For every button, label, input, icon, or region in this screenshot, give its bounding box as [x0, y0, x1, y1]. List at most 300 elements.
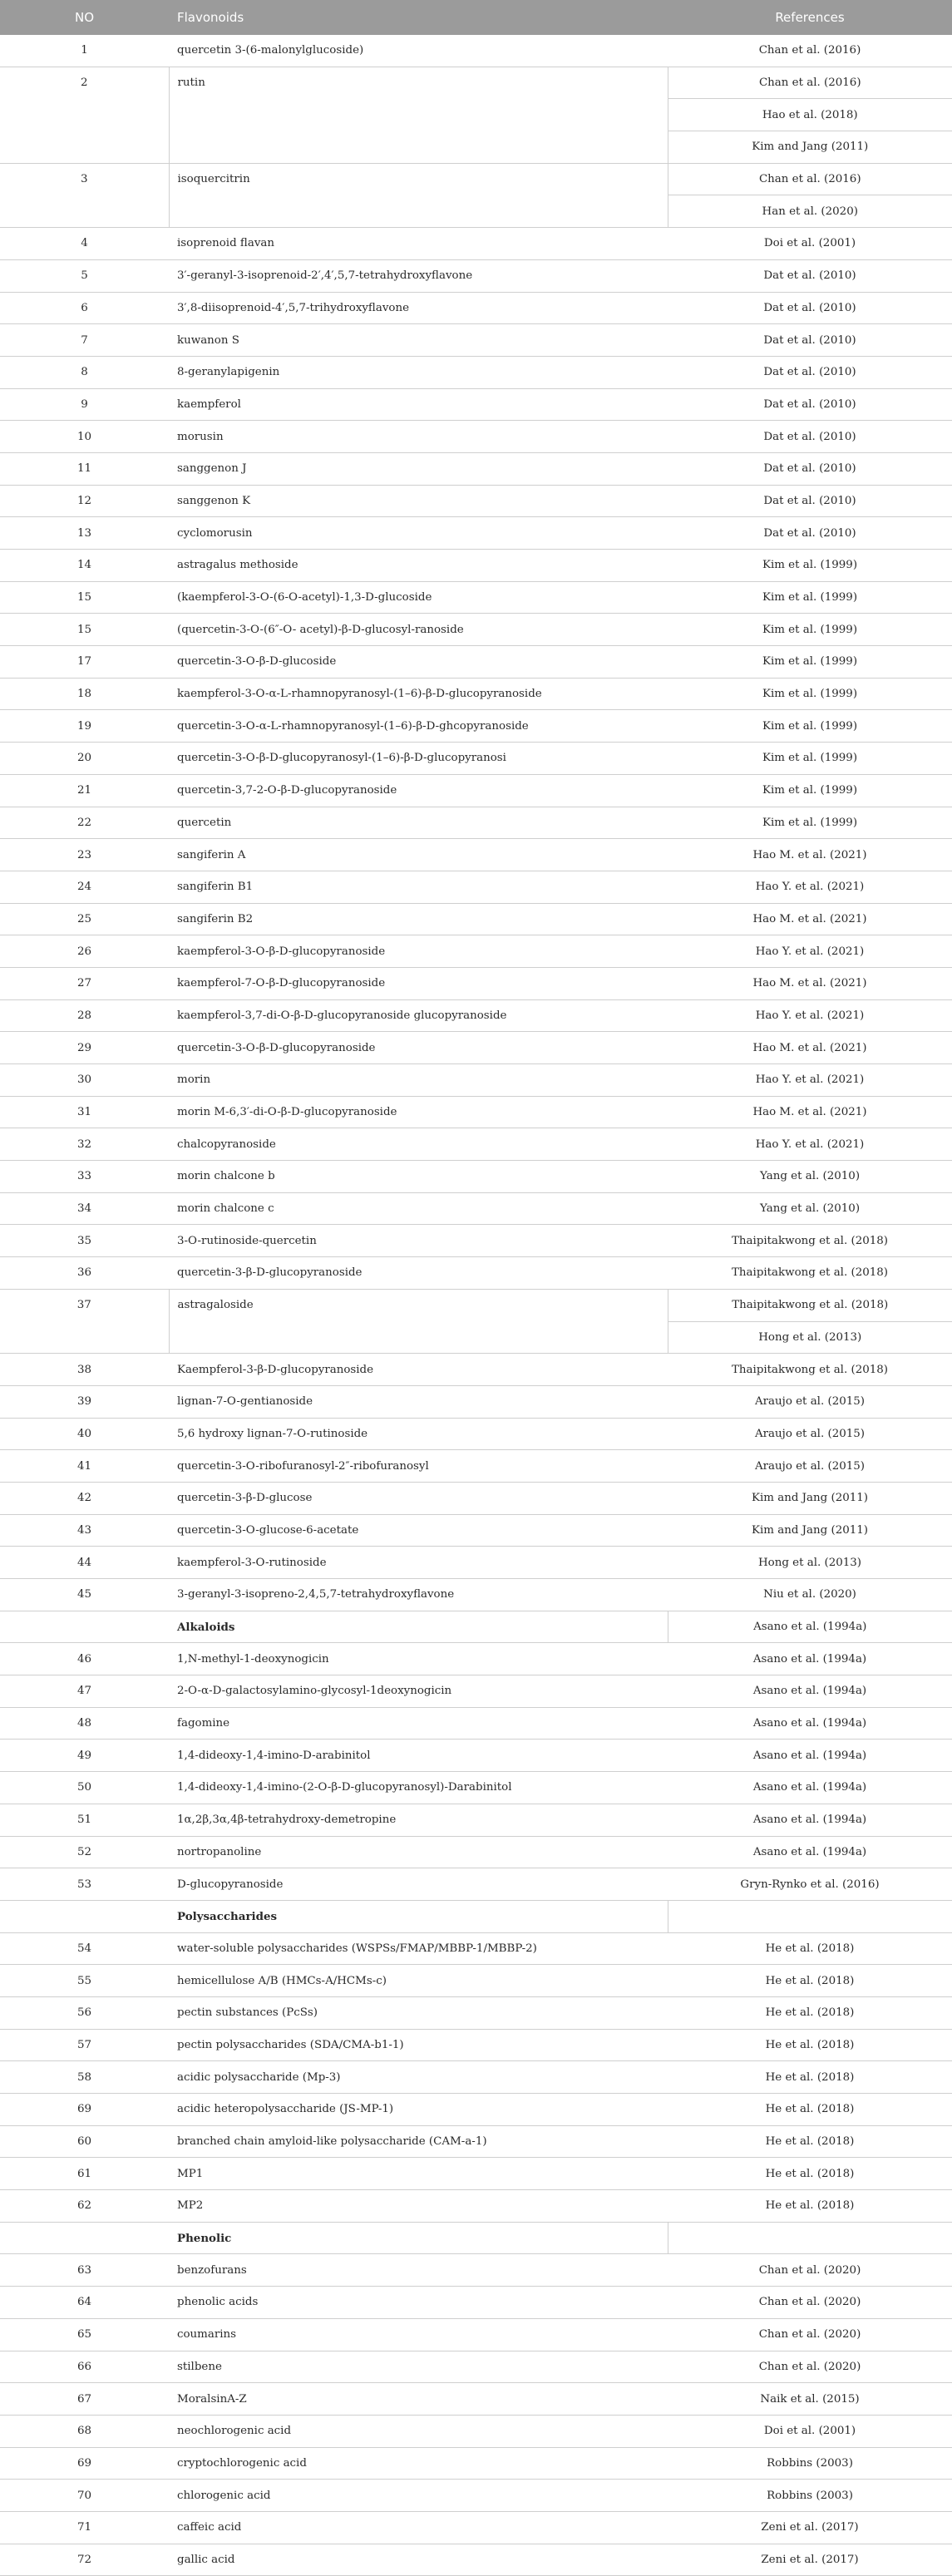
- table-row: [0, 1064, 952, 1097]
- cell-reference: Dat et al. (2010): [668, 421, 952, 453]
- table-row: [0, 1354, 952, 1386]
- table-row: [0, 35, 952, 67]
- cell-no: 69: [0, 2447, 169, 2480]
- cell-reference: Hao et al. (2018): [668, 99, 952, 131]
- cell-reference: Dat et al. (2010): [668, 259, 952, 292]
- cell-compound: isoprenoid flavan: [169, 228, 668, 260]
- cell-compound: sangiferin B2: [169, 903, 668, 935]
- cell-compound: water-soluble polysaccharides (WSPSs/FMAP/MBBP-1/MBBP-2): [169, 1932, 668, 1965]
- header-references: References: [668, 0, 952, 35]
- cell-compound: nortropanoline: [169, 1836, 668, 1868]
- table-row: [0, 1868, 952, 1901]
- table-row: [0, 807, 952, 839]
- cell-reference: Robbins (2003): [668, 2447, 952, 2480]
- cell-reference: He et al. (2018): [668, 2158, 952, 2190]
- cell-reference: Asano et al. (1994a): [668, 1740, 952, 1772]
- cell-compound: 2-O-α-D-galactosylamino-glycosyl-1deoxynogicin: [169, 1675, 668, 1708]
- cell-no: 60: [0, 2125, 169, 2158]
- cell-reference: Kim et al. (1999): [668, 774, 952, 807]
- cell-compound: chlorogenic acid: [169, 2480, 668, 2512]
- cell-reference: Chan et al. (2020): [668, 2351, 952, 2383]
- cell-no: 24: [0, 871, 169, 903]
- cell-compound: 3′-geranyl-3-isoprenoid-2′,4′,5,7-tetrahydroxyflavone: [169, 259, 668, 292]
- cell-reference: He et al. (2018): [668, 1996, 952, 2029]
- cell-no: 2: [80, 76, 88, 90]
- cell-no: 17: [0, 646, 169, 679]
- cell-reference: He et al. (2018): [668, 2094, 952, 2126]
- cell-compound: sangiferin B1: [169, 871, 668, 903]
- table-row: [0, 2254, 952, 2287]
- cell-reference: Hao Y. et al. (2021): [668, 1064, 952, 1097]
- table-row: [0, 99, 952, 131]
- cell-reference: He et al. (2018): [668, 1932, 952, 1965]
- cell-no: 71: [0, 2511, 169, 2544]
- cell-compound: kaempferol: [169, 388, 668, 421]
- cell-no: 52: [0, 1836, 169, 1868]
- cell-compound: 8-geranylapigenin: [169, 356, 668, 388]
- cell-compound: fagomine: [169, 1707, 668, 1740]
- cell-compound: kaempferol-7-O-β-D-glucopyranoside: [169, 967, 668, 999]
- table-row: [0, 1128, 952, 1161]
- table-row: [0, 292, 952, 324]
- table-row: [0, 743, 952, 775]
- cell-no: 42: [0, 1482, 169, 1514]
- table-row: [0, 871, 952, 903]
- cell-compound: coumarins: [169, 2318, 668, 2351]
- cell-no: 3: [80, 173, 88, 186]
- cell-no: 32: [0, 1128, 169, 1161]
- cell-no: 14: [0, 550, 169, 582]
- cell-reference: Kim et al. (1999): [668, 678, 952, 710]
- cell-reference: [668, 1900, 952, 1932]
- cell-reference: Hao M. et al. (2021): [668, 903, 952, 935]
- cell-reference: He et al. (2018): [668, 2125, 952, 2158]
- table-row: [0, 1965, 952, 1997]
- cell-reference: Dat et al. (2010): [668, 485, 952, 517]
- cell-no: 54: [0, 1932, 169, 1965]
- table-row: [0, 356, 952, 388]
- cell-reference: Han et al. (2020): [668, 195, 952, 228]
- table-row: [0, 259, 952, 292]
- cell-compound: (kaempferol-3-O-(6-O-acetyl)-1,3-D-glucoside: [169, 581, 668, 614]
- cell-no: [0, 1321, 169, 1354]
- cell-no: 48: [0, 1707, 169, 1740]
- cell-reference: He et al. (2018): [668, 1965, 952, 1997]
- table-row: [0, 2511, 952, 2544]
- table-row: [0, 967, 952, 999]
- cell-no: 37: [76, 1299, 91, 1312]
- cell-compound: cryptochlorogenic acid: [169, 2447, 668, 2480]
- cell-compound: [169, 131, 668, 164]
- cell-reference: Hong et al. (2013): [668, 1321, 952, 1354]
- cell-no: 62: [0, 2190, 169, 2223]
- table-row: [0, 935, 952, 968]
- cell-compound: quercetin: [169, 807, 668, 839]
- cell-reference: Kim et al. (1999): [668, 807, 952, 839]
- cell-no: [0, 195, 169, 228]
- cell-no: 1: [0, 35, 169, 67]
- table-row: [0, 2318, 952, 2351]
- cell-no: 70: [0, 2480, 169, 2512]
- cell-no: 47: [0, 1675, 169, 1708]
- cell-compound: D-glucopyranoside: [169, 1868, 668, 1901]
- cell-no: 50: [0, 1772, 169, 1804]
- table-row: [0, 1289, 952, 1321]
- table-row: [0, 1804, 952, 1836]
- table-row: [0, 999, 952, 1032]
- table-row: [0, 1707, 952, 1740]
- cell-reference: Kim and Jang (2011): [668, 1514, 952, 1547]
- table-row: [0, 2447, 952, 2480]
- cell-no: [0, 2222, 169, 2254]
- cell-no: 35: [0, 1225, 169, 1257]
- cell-no: 40: [0, 1418, 169, 1450]
- cell-compound: 1,4-dideoxy-1,4-imino-D-arabinitol: [169, 1740, 668, 1772]
- cell-compound: stilbene: [169, 2351, 668, 2383]
- table-row: [0, 1385, 952, 1418]
- cell-reference: Yang et al. (2010): [668, 1192, 952, 1225]
- cell-compound: acidic polysaccharide (Mp-3): [169, 2061, 668, 2094]
- cell-compound: branched chain amyloid-like polysaccharide (CAM-a-1): [169, 2125, 668, 2158]
- cell-reference: Asano et al. (1994a): [668, 1772, 952, 1804]
- cell-compound: pectin substances (PcSs): [169, 1996, 668, 2029]
- table-row: [0, 614, 952, 646]
- table-row: [0, 324, 952, 357]
- table-row: [0, 1514, 952, 1547]
- table-row: [0, 710, 952, 743]
- table-row: [0, 1161, 952, 1193]
- cell-compound: morin M-6,3′-di-O-β-D-glucopyranoside: [169, 1096, 668, 1128]
- cell-compound: quercetin-3-O-ribofuranosyl-2″-ribofuranosyl: [169, 1450, 668, 1483]
- cell-reference: Chan et al. (2016): [668, 163, 952, 195]
- cell-no: 4: [0, 228, 169, 260]
- section-title: Phenolic: [169, 2222, 668, 2254]
- cell-no: 26: [0, 935, 169, 968]
- table-row: [0, 2158, 952, 2190]
- cell-compound: kaempferol-3-O-rutinoside: [169, 1547, 668, 1579]
- cell-reference: Hao Y. et al. (2021): [668, 935, 952, 968]
- cell-compound: kaempferol-3-O-α-L-rhamnopyranosyl-(1–6)-β-D-glucopyranoside: [169, 678, 668, 710]
- cell-reference: Kim et al. (1999): [668, 614, 952, 646]
- cell-compound: morin chalcone c: [169, 1192, 668, 1225]
- cell-compound: benzofurans: [169, 2254, 668, 2287]
- table-row: [0, 452, 952, 485]
- cell-compound: quercetin-3-β-D-glucose: [169, 1482, 668, 1514]
- table-row: [0, 388, 952, 421]
- cell-compound: morusin: [169, 421, 668, 453]
- cell-reference: [668, 2222, 952, 2254]
- cell-no: [0, 1900, 169, 1932]
- cell-reference: Asano et al. (1994a): [668, 1707, 952, 1740]
- table-row: [0, 1096, 952, 1128]
- table-row: [0, 2029, 952, 2061]
- cell-no: 27: [0, 967, 169, 999]
- cell-reference: Chan et al. (2020): [668, 2254, 952, 2287]
- cell-compound: (quercetin-3-O-(6″-O- acetyl)-β-D-glucosyl-ranoside: [169, 614, 668, 646]
- cell-no: 15: [0, 581, 169, 614]
- cell-no: 45: [0, 1579, 169, 1611]
- cell-no: 9: [0, 388, 169, 421]
- cell-compound: MoralsinA-Z: [169, 2383, 668, 2416]
- cell-reference: Araujo et al. (2015): [668, 1450, 952, 1483]
- table-row: [0, 2415, 952, 2447]
- cell-no: 12: [0, 485, 169, 517]
- cell-no: 56: [0, 1996, 169, 2029]
- cell-no: 13: [0, 517, 169, 550]
- cell-compound: 1α,2β,3α,4β-tetrahydroxy-demetropine: [169, 1804, 668, 1836]
- cell-reference: Hao Y. et al. (2021): [668, 1128, 952, 1161]
- cell-compound: lignan-7-O-gentianoside: [169, 1385, 668, 1418]
- cell-reference: Hao Y. et al. (2021): [668, 871, 952, 903]
- cell-reference: Asano et al. (1994a): [668, 1611, 952, 1643]
- cell-reference: Thaipitakwong et al. (2018): [668, 1225, 952, 1257]
- cell-compound: 1,4-dideoxy-1,4-imino-(2-O-β-D-glucopyranosyl)-Darabinitol: [169, 1772, 668, 1804]
- cell-reference: Kim et al. (1999): [668, 581, 952, 614]
- table-row: [0, 581, 952, 614]
- cell-reference: Thaipitakwong et al. (2018): [668, 1289, 952, 1321]
- cell-compound: kuwanon S: [169, 324, 668, 357]
- table-row: [0, 1643, 952, 1675]
- cell-no: 49: [0, 1740, 169, 1772]
- cell-reference: Hao M. et al. (2021): [668, 1096, 952, 1128]
- section-row: [0, 1611, 952, 1643]
- table-row: [0, 550, 952, 582]
- cell-no: 57: [0, 2029, 169, 2061]
- cell-reference: Dat et al. (2010): [668, 517, 952, 550]
- cell-reference: He et al. (2018): [668, 2029, 952, 2061]
- cell-reference: Araujo et al. (2015): [668, 1385, 952, 1418]
- cell-reference: Dat et al. (2010): [668, 388, 952, 421]
- header-no: NO: [0, 0, 169, 35]
- cell-compound: 1,N-methyl-1-deoxynogicin: [169, 1643, 668, 1675]
- header-flavonoids: Flavonoids: [169, 0, 668, 35]
- table-row: [0, 485, 952, 517]
- section-row: [0, 2222, 952, 2254]
- cell-reference: Hong et al. (2013): [668, 1547, 952, 1579]
- table-row: [0, 1418, 952, 1450]
- cell-no: [0, 99, 169, 131]
- table-row: [0, 2125, 952, 2158]
- cell-reference: Robbins (2003): [668, 2480, 952, 2512]
- cell-reference: Chan et al. (2020): [668, 2318, 952, 2351]
- table-row: [0, 1579, 952, 1611]
- cell-compound: morin: [169, 1064, 668, 1097]
- table-header: [0, 0, 952, 35]
- cell-compound: MP1: [169, 2158, 668, 2190]
- cell-reference: Asano et al. (1994a): [668, 1675, 952, 1708]
- header-row: [0, 0, 952, 35]
- cell-no: [0, 131, 169, 164]
- cell-no: 34: [0, 1192, 169, 1225]
- cell-reference: Araujo et al. (2015): [668, 1418, 952, 1450]
- cell-compound: phenolic acids: [169, 2287, 668, 2319]
- table-row: [0, 1225, 952, 1257]
- cell-no: 67: [0, 2383, 169, 2416]
- cell-compound: [169, 1321, 668, 1354]
- table-row: [0, 1450, 952, 1483]
- cell-no: 55: [0, 1965, 169, 1997]
- cell-no: 72: [0, 2544, 169, 2576]
- cell-compound: quercetin-3-β-D-glucopyranoside: [169, 1257, 668, 1290]
- cell-reference: Asano et al. (1994a): [668, 1836, 952, 1868]
- cell-no: [0, 1611, 169, 1643]
- cell-no: 31: [0, 1096, 169, 1128]
- table-row: [0, 2094, 952, 2126]
- cell-compound: quercetin-3,7-2-O-β-D-glucopyranoside: [169, 774, 668, 807]
- cell-compound: cyclomorusin: [169, 517, 668, 550]
- table-row: [0, 517, 952, 550]
- cell-reference: Dat et al. (2010): [668, 324, 952, 357]
- cell-reference: Dat et al. (2010): [668, 452, 952, 485]
- table-row: [0, 2287, 952, 2319]
- cell-no: 36: [0, 1257, 169, 1290]
- cell-reference: Chan et al. (2016): [668, 35, 952, 67]
- cell-no: 5: [0, 259, 169, 292]
- cell-reference: Niu et al. (2020): [668, 1579, 952, 1611]
- cell-compound: hemicellulose A/B (HMCs-A/HCMs-c): [169, 1965, 668, 1997]
- cell-reference: Hao Y. et al. (2021): [668, 999, 952, 1032]
- cell-compound: sanggenon K: [169, 485, 668, 517]
- cell-reference: Thaipitakwong et al. (2018): [668, 1354, 952, 1386]
- table-row: [0, 2383, 952, 2416]
- cell-no: 22: [0, 807, 169, 839]
- cell-compound: isoquercitrin: [169, 163, 668, 195]
- cell-no: 25: [0, 903, 169, 935]
- cell-reference: Kim and Jang (2011): [668, 1482, 952, 1514]
- cell-no: 43: [0, 1514, 169, 1547]
- table-row: [0, 2061, 952, 2094]
- cell-compound: kaempferol-3,7-di-O-β-D-glucopyranoside glucopyranoside: [169, 999, 668, 1032]
- section-row: [0, 1900, 952, 1932]
- cell-no: 38: [0, 1354, 169, 1386]
- cell-no: 6: [0, 292, 169, 324]
- table-row: [0, 1675, 952, 1708]
- cell-reference: Kim et al. (1999): [668, 646, 952, 679]
- table-row: [0, 903, 952, 935]
- cell-compound: [169, 195, 668, 228]
- cell-no: 19: [0, 710, 169, 743]
- table-row: [0, 1257, 952, 1290]
- cell-no: 7: [0, 324, 169, 357]
- cell-reference: Dat et al. (2010): [668, 292, 952, 324]
- table-body: [0, 35, 952, 2576]
- cell-reference: Doi et al. (2001): [668, 228, 952, 260]
- table-row: [0, 2351, 952, 2383]
- cell-compound: chalcopyranoside: [169, 1128, 668, 1161]
- table-row: [0, 2544, 952, 2576]
- cell-no: 15: [0, 614, 169, 646]
- cell-no: 65: [0, 2318, 169, 2351]
- table-row: [0, 2190, 952, 2223]
- cell-compound: rutin: [169, 67, 668, 99]
- cell-compound: sanggenon J: [169, 452, 668, 485]
- cell-compound: 3-O-rutinoside-quercetin: [169, 1225, 668, 1257]
- cell-reference: Dat et al. (2010): [668, 356, 952, 388]
- cell-reference: Zeni et al. (2017): [668, 2544, 952, 2576]
- cell-no: 39: [0, 1385, 169, 1418]
- cell-compound: astragaloside: [169, 1289, 668, 1321]
- section-title: Polysaccharides: [169, 1900, 668, 1932]
- cell-no: 63: [0, 2254, 169, 2287]
- table-row: [0, 646, 952, 679]
- cell-reference: Hao M. et al. (2021): [668, 967, 952, 999]
- cell-compound: MP2: [169, 2190, 668, 2223]
- table-row: [0, 163, 952, 195]
- cell-no: 41: [0, 1450, 169, 1483]
- cell-compound: gallic acid: [169, 2544, 668, 2576]
- cell-no: 58: [0, 2061, 169, 2094]
- cell-no: 28: [0, 999, 169, 1032]
- cell-compound: astragalus methoside: [169, 550, 668, 582]
- table-row: [0, 421, 952, 453]
- cell-reference: He et al. (2018): [668, 2061, 952, 2094]
- cell-no: 23: [0, 839, 169, 871]
- cell-compound: quercetin-3-O-β-D-glucoside: [169, 646, 668, 679]
- table-row: [0, 131, 952, 164]
- cell-no: 11: [0, 452, 169, 485]
- cell-reference: Kim et al. (1999): [668, 743, 952, 775]
- cell-no: 46: [0, 1643, 169, 1675]
- cell-compound: 3-geranyl-3-isopreno-2,4,5,7-tetrahydroxyflavone: [169, 1579, 668, 1611]
- cell-compound: sangiferin A: [169, 839, 668, 871]
- table-row: [0, 1772, 952, 1804]
- cell-compound: quercetin-3-O-glucose-6-acetate: [169, 1514, 668, 1547]
- cell-no: 10: [0, 421, 169, 453]
- cell-no: 66: [0, 2351, 169, 2383]
- cell-reference: He et al. (2018): [668, 2190, 952, 2223]
- cell-no: 21: [0, 774, 169, 807]
- cell-compound: caffeic acid: [169, 2511, 668, 2544]
- cell-no: 30: [0, 1064, 169, 1097]
- table-row: [0, 228, 952, 260]
- cell-reference: Asano et al. (1994a): [668, 1804, 952, 1836]
- table-row: [0, 67, 952, 99]
- cell-compound: quercetin-3-O-α-L-rhamnopyranosyl-(1–6)-β-D-ghcopyranoside: [169, 710, 668, 743]
- cell-reference: Yang et al. (2010): [668, 1161, 952, 1193]
- cell-compound: [169, 99, 668, 131]
- table-row: [0, 774, 952, 807]
- cell-no: 69: [0, 2094, 169, 2126]
- cell-no: 8: [0, 356, 169, 388]
- cell-no: 53: [0, 1868, 169, 1901]
- cell-no: 51: [0, 1804, 169, 1836]
- cell-reference: Chan et al. (2020): [668, 2287, 952, 2319]
- cell-reference: Kim et al. (1999): [668, 550, 952, 582]
- cell-reference: Naik et al. (2015): [668, 2383, 952, 2416]
- cell-compound: 3′,8-diisoprenoid-4′,5,7-trihydroxyflavone: [169, 292, 668, 324]
- cell-compound: neochlorogenic acid: [169, 2415, 668, 2447]
- cell-reference: Chan et al. (2016): [668, 67, 952, 99]
- table-row: [0, 1482, 952, 1514]
- cell-no: 64: [0, 2287, 169, 2319]
- table-row: [0, 1996, 952, 2029]
- cell-compound: pectin polysaccharides (SDA/CMA-b1-1): [169, 2029, 668, 2061]
- table-row: [0, 839, 952, 871]
- table-row: [0, 195, 952, 228]
- cell-no: 29: [0, 1032, 169, 1064]
- cell-reference: Hao M. et al. (2021): [668, 1032, 952, 1064]
- table-row: [0, 2480, 952, 2512]
- table-row: [0, 1740, 952, 1772]
- table-row: [0, 1932, 952, 1965]
- cell-reference: Hao M. et al. (2021): [668, 839, 952, 871]
- cell-compound: Kaempferol-3-β-D-glucopyranoside: [169, 1354, 668, 1386]
- cell-compound: morin chalcone b: [169, 1161, 668, 1193]
- cell-compound: 5,6 hydroxy lignan-7-O-rutinoside: [169, 1418, 668, 1450]
- cell-reference: Thaipitakwong et al. (2018): [668, 1257, 952, 1290]
- table-row: [0, 1032, 952, 1064]
- cell-no: 18: [0, 678, 169, 710]
